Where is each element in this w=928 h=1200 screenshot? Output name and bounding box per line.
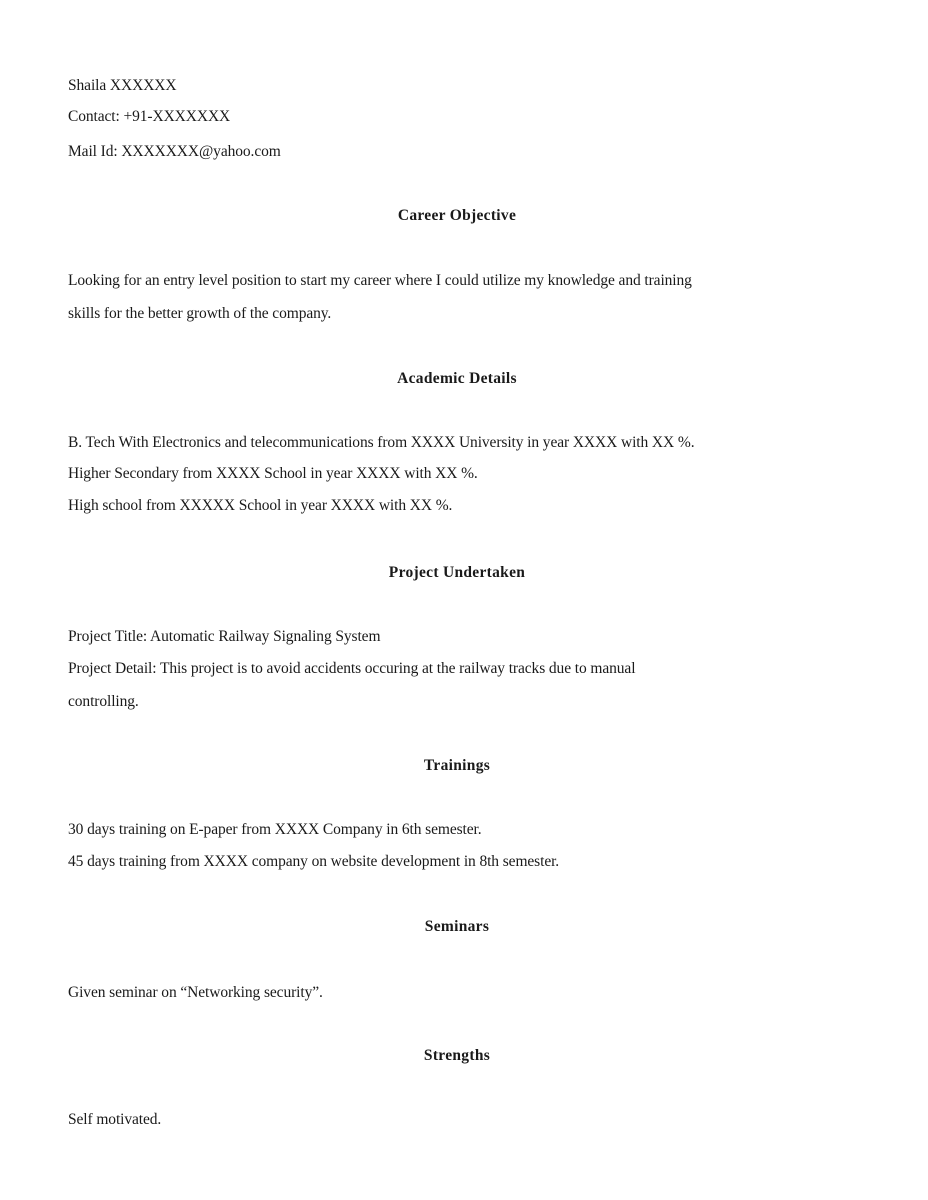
project-line: controlling. bbox=[68, 693, 139, 710]
seminars-heading: Seminars bbox=[424, 918, 490, 935]
training-line: 30 days training on E-paper from XXXX Company in 6th semester. bbox=[68, 821, 482, 838]
strength-line: Self motivated. bbox=[68, 1111, 162, 1128]
project-line: Project Title: Automatic Railway Signaling System bbox=[68, 628, 381, 645]
seminar-line: Given seminar on “Networking security”. bbox=[68, 984, 323, 1001]
project-line: Project Detail: This project is to avoid accidents occuring at the railway tracks due to manual bbox=[68, 660, 636, 677]
career-objective-heading: Career Objective bbox=[397, 207, 517, 224]
academic-detail-line: Higher Secondary from XXXX School in year XXXX with XX %. bbox=[68, 465, 478, 482]
training-line: 45 days training from XXXX company on website development in 8th semester. bbox=[68, 853, 560, 870]
academic-detail-line: B. Tech With Electronics and telecommunications from XXXX University in year XXXX with XX %. bbox=[68, 434, 695, 451]
career-objective-line: skills for the better growth of the company. bbox=[68, 305, 332, 322]
contact-phone: Contact: +91-XXXXXXX bbox=[68, 108, 231, 125]
candidate-name: Shaila XXXXXX bbox=[68, 77, 177, 94]
project-undertaken-heading: Project Undertaken bbox=[388, 564, 526, 581]
strengths-heading: Strengths bbox=[423, 1047, 491, 1064]
academic-detail-line: High school from XXXXX School in year XXXX with XX %. bbox=[68, 497, 453, 514]
trainings-heading: Trainings bbox=[423, 757, 491, 774]
academic-details-heading: Academic Details bbox=[397, 370, 517, 387]
contact-email: Mail Id: XXXXXXX@yahoo.com bbox=[68, 143, 281, 160]
career-objective-line: Looking for an entry level position to start my career where I could utilize my knowledge and training bbox=[68, 272, 692, 289]
